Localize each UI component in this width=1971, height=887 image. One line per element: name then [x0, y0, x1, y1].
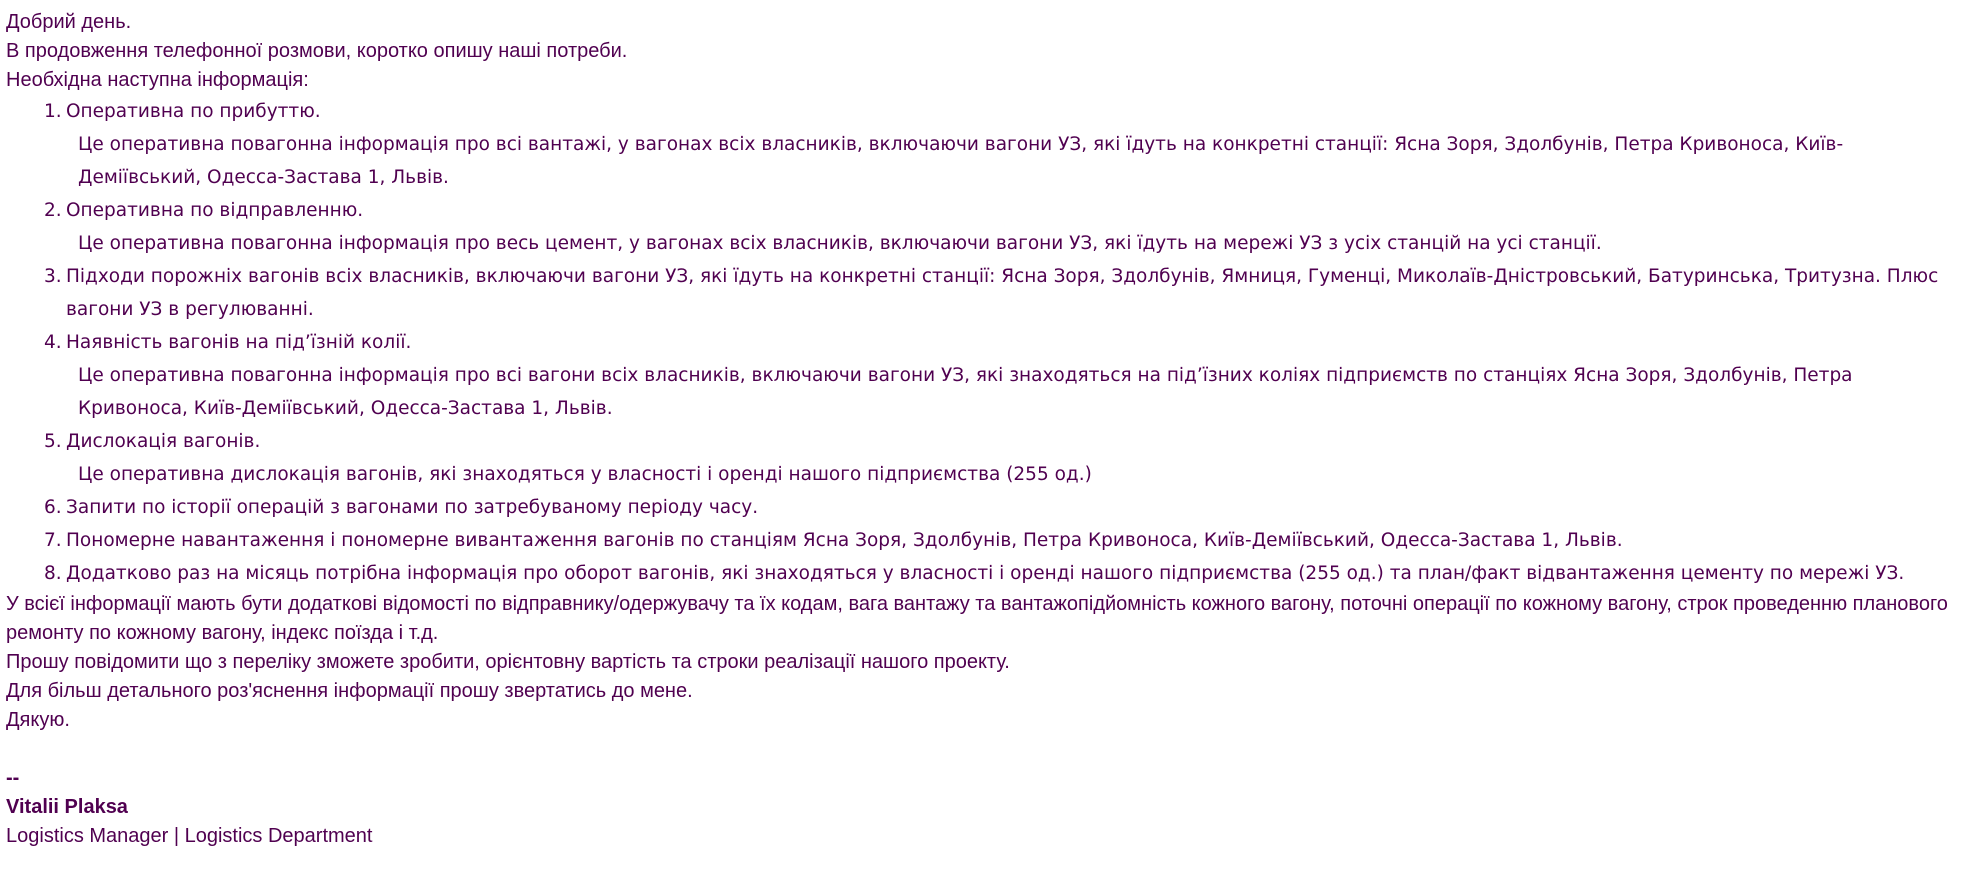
- request-text: Прошу повідомити що з переліку зможете зробити, орієнтовну вартість та строки реалізації нашого проекту.: [6, 651, 1010, 673]
- required-info-text: Необхідна наступна інформація:: [6, 69, 309, 91]
- list-item-number: 7.: [44, 530, 62, 551]
- list-item-title: Дислокація вагонів.: [66, 431, 261, 452]
- list-item-title: Запити по історії операцій з вагонами по затребуваному періоду часу.: [66, 497, 759, 518]
- list-item-number: 4.: [44, 332, 62, 353]
- list-item: [44, 425, 1961, 491]
- list-item: [44, 524, 1961, 557]
- intro-text: В продовження телефонної розмови, коротко опишу наші потреби.: [6, 40, 628, 62]
- list-item-number: 8.: [44, 563, 62, 584]
- email-body: [6, 8, 1961, 851]
- requirements-list: [6, 95, 1961, 590]
- list-item-title: Додатково раз на місяць потрібна інформація про оборот вагонів, які знаходяться у власності і оренді нашого підприємства (255 од.) та план/факт відвантаження цементу по мережі УЗ.: [66, 563, 1905, 584]
- contact-text: Для більш детального роз'яснення інформації прошу звертатись до мене.: [6, 680, 693, 702]
- list-item-number: 1.: [44, 101, 62, 122]
- signature-title: Logistics Manager | Logistics Department: [6, 825, 373, 847]
- list-item-title: Підходи порожніх вагонів всіх власників, включаючи вагони УЗ, які їдуть на конкретні станції: Ясна Зоря, Здолбунів, Ямниця, Гуменці, Миколаїв-Дністровський, Батуринська, Тритузна. Плюс вагони УЗ в регулюванні.: [66, 266, 1939, 320]
- list-item-number: 5.: [44, 431, 62, 452]
- list-item-detail: Це оперативна дислокація вагонів, які знаходяться у власності і оренді нашого підприємства (255 од.): [78, 464, 1092, 485]
- signature-separator: --: [6, 767, 20, 789]
- signature-name: Vitalii Plaksa: [6, 796, 128, 818]
- additional-info-text: У всієї інформації мають бути додаткові відомості по відправнику/одержувачу та їх кодам, вага вантажу та вантажопідйомність кожного вагону, поточні операції по кожному вагону, строк проведенню планового ремонту по кожному вагону, індекс поїзда і т.д.: [6, 593, 1948, 644]
- list-item: [44, 491, 1961, 524]
- list-item-detail: Це оперативна повагонна інформація про всі вагони всіх власників, включаючи вагони УЗ, які знаходяться на під’їзних коліях підприємств по станціях Ясна Зоря, Здолбунів, Петра Кривоноса, Київ-Деміївський, Одесса-Застава 1, Львів.: [78, 365, 1853, 419]
- list-item-detail: Це оперативна повагонна інформація про всі вантажі, у вагонах всіх власників, включаючи вагони УЗ, які їдуть на конкретні станції: Ясна Зоря, Здолбунів, Петра Кривоноса, Київ-Деміївський, Одесса-Застава 1, Львів.: [78, 134, 1844, 188]
- list-item-title: Оперативна по прибуттю.: [66, 101, 321, 122]
- list-item-number: 3.: [44, 266, 62, 287]
- list-item-detail: Це оперативна повагонна інформація про весь цемент, у вагонах всіх власників, включаючи вагони УЗ, які їдуть на мережі УЗ з усіх станцій на усі станції.: [78, 233, 1602, 254]
- greeting-text: Добрий день.: [6, 11, 132, 33]
- list-item: [44, 194, 1961, 260]
- list-item-number: 6.: [44, 497, 62, 518]
- list-item: [44, 260, 1961, 326]
- thanks-text: Дякую.: [6, 709, 70, 731]
- list-item-title: Оперативна по відправленню.: [66, 200, 364, 221]
- list-item: [44, 95, 1961, 194]
- list-item: [44, 557, 1961, 590]
- list-item-title: Наявність вагонів на під’їзній колії.: [66, 332, 412, 353]
- list-item-title: Пономерне навантаження і пономерне вивантаження вагонів по станціям Ясна Зоря, Здолбунів, Петра Кривоноса, Київ-Деміївський, Одесса-Застава 1, Львів.: [66, 530, 1623, 551]
- list-item: [44, 326, 1961, 425]
- list-item-number: 2.: [44, 200, 62, 221]
